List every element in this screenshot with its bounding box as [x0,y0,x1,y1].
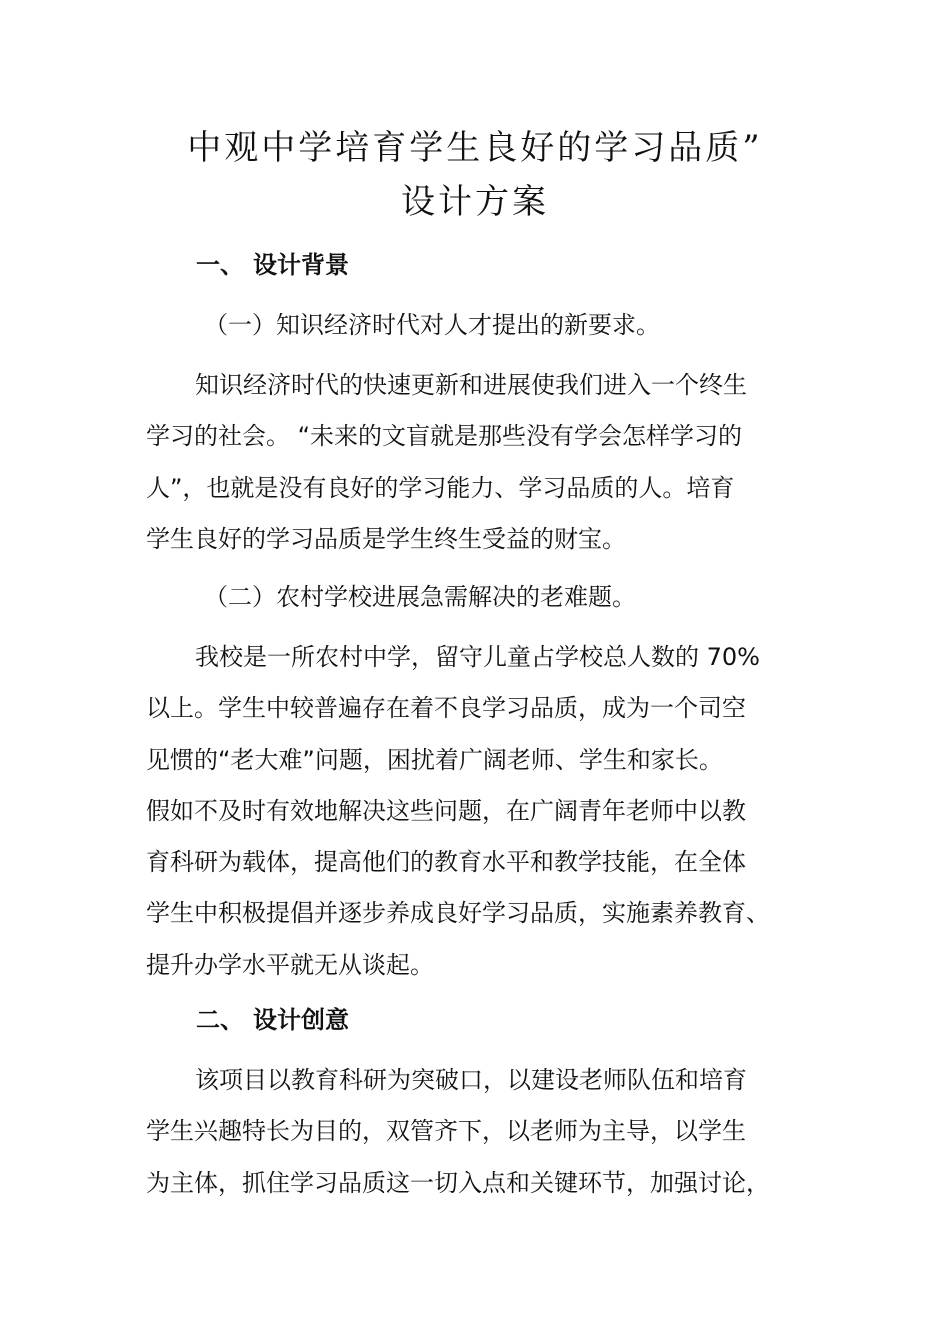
paragraph-line: 学生中积极提倡并逐步养成良好学习品质，实施素养教育、 [146,899,770,928]
paragraph-line: 假如不及时有效地解决这些问题，在广阔青年老师中以教 [146,796,746,825]
paragraph-line: 知识经济时代的快速更新和进展使我们进入一个终生 [195,371,747,399]
section1-heading-text: 设计背景 [253,251,349,279]
paragraph-line: 育科研为载体，提高他们的教育水平和教学技能，在全体 [146,848,746,877]
section2-heading [196,1005,349,1035]
section1-paragraph-2 [146,632,806,991]
section2-paragraph-1 [146,1055,806,1209]
paragraph-line: 见惯的“老大难”问题，困扰着广阔老师、学生和家长。 [146,745,723,774]
paragraph-line: 该项目以教育科研为突破口，以建设老师队伍和培育 [195,1066,747,1094]
paragraph-line: 为主体，抓住学习品质这一切入点和关键环节，加强讨论， [146,1168,770,1197]
paragraph-line: 我校是一所农村中学，留守儿童占学校总人数的 70% [195,643,760,671]
paragraph-line: 学生兴趣特长为目的，双管齐下，以老师为主导，以学生 [146,1117,746,1146]
section1-subheading-1: （一）知识经济时代对人才提出的新要求。 [204,311,660,339]
document-title-line1: 中观中学培育学生良好的学习品质” [187,128,763,168]
paragraph-line: 提升办学水平就无从谈起。 [146,950,434,979]
paragraph-line: 以上。学生中较普遍存在着不良学习品质，成为一个司空 [146,694,746,723]
section1-heading [196,250,349,280]
document-title-line2: 设计方案 [401,182,549,222]
section1-subheading-2: （二）农村学校进展急需解决的老难题。 [204,583,636,611]
paragraph-line: 学生良好的学习品质是学生终生受益的财宝。 [146,524,626,553]
section2-heading-text: 设计创意 [253,1006,349,1034]
section1-number: 一、 [196,251,244,279]
paragraph-line: 人”，也就是没有良好的学习能力、学习品质的人。培育 [146,473,735,502]
section1-paragraph-1 [146,360,806,565]
paragraph-line: 学习的社会。 “未来的文盲就是那些没有学会怎样学习的 [146,422,743,451]
section2-number: 二、 [196,1006,244,1034]
